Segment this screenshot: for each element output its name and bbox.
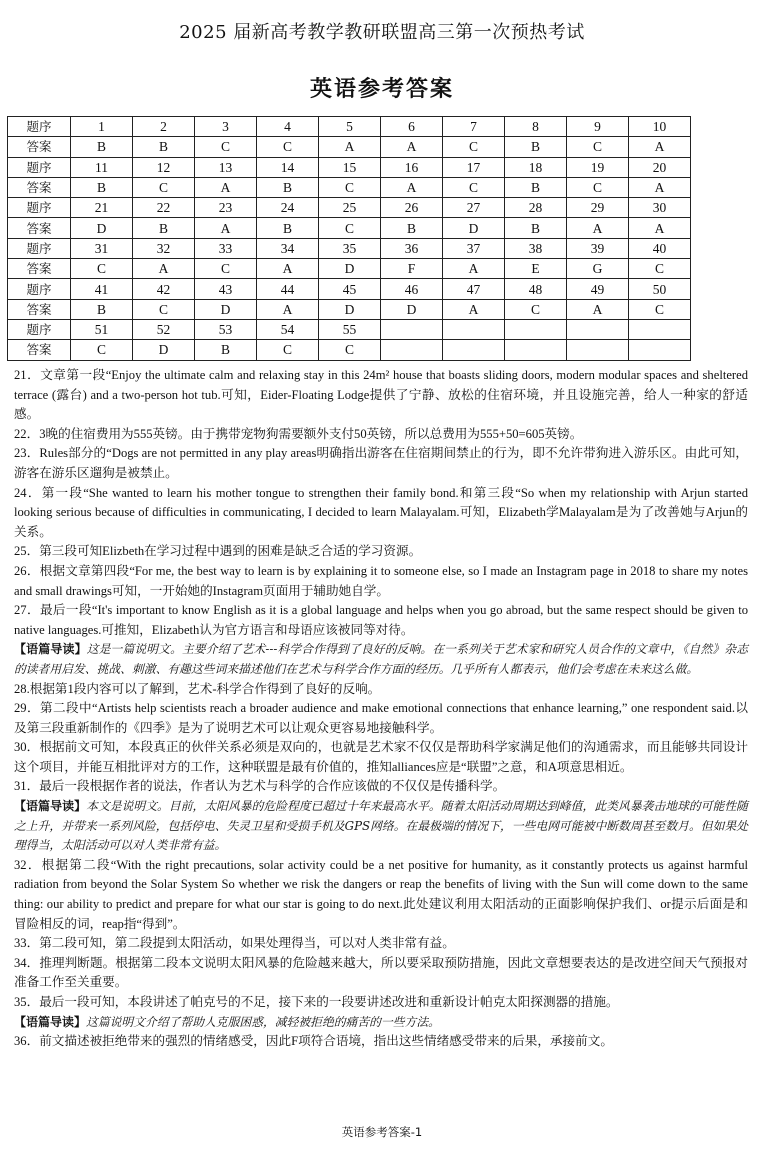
question-number-cell: 18 — [505, 157, 567, 177]
answer-cell: B — [381, 218, 443, 238]
question-number-cell: 26 — [381, 198, 443, 218]
question-number-cell: 42 — [133, 279, 195, 299]
answer-cell: A — [195, 177, 257, 197]
answer-cell: B — [257, 218, 319, 238]
answer-row — [8, 259, 691, 279]
answer-explanation: 32．根据第二段“With the right precautions, solar activity could be a net positive for humanity, as it constantly protects us against harmful radiation from beyond the Solar System So whether we risk the dangers or reap the benefits of living with the Sun will come down to the same thing: our ability to predict and prepare for what our star is going to do next.此处建议利用太阳活动的正面影响保护我们、or提示后面是和冒险相反的词，reap指“得到”。 — [14, 857, 748, 931]
question-number-cell: 29 — [567, 198, 629, 218]
answer-cell: A — [381, 177, 443, 197]
answer-cell: C — [133, 177, 195, 197]
row-label-answer: 答案 — [8, 299, 71, 319]
answer-explanation: 25．第三段可知Elizbeth在学习过程中遇到的困难是缺乏合适的学习资源。 — [14, 544, 422, 559]
answer-cell: D — [319, 259, 381, 279]
row-label-question: 题序 — [8, 157, 71, 177]
row-label-answer: 答案 — [8, 218, 71, 238]
question-number-cell: 8 — [505, 117, 567, 137]
question-number-cell: 32 — [133, 238, 195, 258]
answer-cell: C — [443, 137, 505, 157]
answer-explanation: 29．第二段中“Artists help scientists reach a broader audience and make emotional connections that enhance learning,” one respondent said.以及第三段重新制作的《四季》是为了说明艺术可以让观众更容易地接触科学。 — [14, 701, 748, 735]
answer-cell: C — [71, 259, 133, 279]
answer-cell: B — [133, 137, 195, 157]
answer-explanation: 27．最后一段“It's important to know English as it is a global language and helps when you go abroad, but the same respect should be given to native languages.可推知，Elizabeth认为官方语言和母语应该被同等对待。 — [14, 603, 748, 637]
answer-explanation: 23．Rules部分的“Dogs are not permitted in any play areas明确指出游客在住宿期间禁止的行为，即不允许带狗进入游乐区。由此可知，游客在游乐区遛狗是被禁止。 — [14, 446, 748, 480]
answer-explanation: 28.根据第1段内容可以了解到，艺术-科学合作得到了良好的反响。 — [14, 681, 381, 696]
answer-explanation: 34．推理判断题。根据第二段本文说明太阳风暴的危险越来越大，所以要采取预防措施，因此文章想要表达的是改进空间天气预报对准备工作至关重要。 — [14, 955, 748, 990]
question-number-row — [8, 319, 691, 339]
answer-row — [8, 299, 691, 319]
question-number-cell: 34 — [257, 238, 319, 258]
answer-cell: B — [71, 299, 133, 319]
answer-explanation: 30．根据前文可知，本段真正的伙伴关系必须是双向的，也就是艺术家不仅仅是帮助科学家满足他们的沟通需求，而且能够共同设计这个项目，并能互相批评对方的工作，这种联盟是最有价值的，推知alliances应是“联盟”之意，和A项意思相近。 — [14, 740, 748, 774]
question-number-cell: 39 — [567, 238, 629, 258]
document-title: 2025 届新高考教学教研联盟高三第一次预热考试 — [179, 22, 585, 43]
question-number-cell: 20 — [629, 157, 691, 177]
question-number-cell: 36 — [381, 238, 443, 258]
question-number-cell: 14 — [257, 157, 319, 177]
answer-cell — [629, 340, 691, 360]
answer-cell: A — [443, 259, 505, 279]
answer-cell: B — [257, 177, 319, 197]
question-number-cell: 22 — [133, 198, 195, 218]
question-number-cell: 28 — [505, 198, 567, 218]
question-number-cell: 30 — [629, 198, 691, 218]
answer-cell: A — [133, 259, 195, 279]
answer-explanation: 31．最后一段根据作者的说法，作者认为艺术与科学的合作应该做的不仅仅是传播科学。 — [14, 779, 506, 794]
answer-cell: C — [505, 299, 567, 319]
answer-cell: A — [629, 137, 691, 157]
answer-cell: B — [505, 177, 567, 197]
answer-cell — [505, 340, 567, 360]
answer-cell: C — [195, 259, 257, 279]
answer-cell: A — [629, 218, 691, 238]
row-label-question: 题序 — [8, 117, 71, 137]
answer-explanation: 22．3晚的住宿费用为555英镑。由于携带宠物狗需要额外支付50英镑，所以总费用为555+50=605英镑。 — [14, 426, 583, 441]
question-number-cell: 46 — [381, 279, 443, 299]
question-number-cell — [567, 319, 629, 339]
answer-table — [7, 116, 691, 361]
answer-cell: F — [381, 259, 443, 279]
question-number-cell: 17 — [443, 157, 505, 177]
row-label-answer: 答案 — [8, 259, 71, 279]
answer-cell: E — [505, 259, 567, 279]
answer-cell: C — [629, 259, 691, 279]
question-number-cell: 43 — [195, 279, 257, 299]
question-number-row — [8, 238, 691, 258]
answer-cell: B — [71, 137, 133, 157]
row-label-question: 题序 — [8, 238, 71, 258]
passage-guide-paragraph — [14, 1013, 748, 1033]
answer-cell: A — [629, 177, 691, 197]
answer-explanation: 26．根据文章第四段“For me, the best way to learn is by explaining it to someone else, so I made an Instagram page in 2018 to share my notes and small drawings可知，一开始她的Instagram页面用于辅助她自学。 — [14, 563, 748, 598]
answer-cell: C — [133, 299, 195, 319]
question-number-cell: 13 — [195, 157, 257, 177]
question-number-cell: 27 — [443, 198, 505, 218]
answer-row — [8, 177, 691, 197]
document-subtitle: 英语参考答案 — [309, 76, 454, 102]
question-number-cell — [629, 319, 691, 339]
question-number-cell: 38 — [505, 238, 567, 258]
answer-cell: B — [71, 177, 133, 197]
answer-cell: C — [567, 177, 629, 197]
question-number-cell: 55 — [319, 319, 381, 339]
answer-cell: A — [319, 137, 381, 157]
question-number-cell: 41 — [71, 279, 133, 299]
question-number-cell: 47 — [443, 279, 505, 299]
question-number-cell: 9 — [567, 117, 629, 137]
question-number-cell: 24 — [257, 198, 319, 218]
question-number-row — [8, 198, 691, 218]
passage-guide-tag: 【语篇导读】 — [14, 642, 87, 657]
question-number-cell — [381, 319, 443, 339]
answer-cell: C — [629, 299, 691, 319]
question-number-cell: 40 — [629, 238, 691, 258]
answer-cell: B — [505, 137, 567, 157]
passage-guide-tag: 【语篇导读】 — [14, 1014, 87, 1029]
question-number-cell: 51 — [71, 319, 133, 339]
question-number-cell — [443, 319, 505, 339]
passage-guide-text: 本文是说明文。目前，太阳风暴的危险程度已超过十年来最高水平。随着太阳活动周期达到峰值，此类风暴袭击地球的可能性随之上升，并带来一系列风险，包括停电、失灵卫星和受损手机及GPS网络。在最极端的情况下，一些电网可能被中断数周甚至数月。但如果处理得当，太阳活动可以对人类非常有益。 — [14, 799, 748, 853]
question-number-cell: 3 — [195, 117, 257, 137]
passage-guide-paragraph — [14, 797, 748, 856]
answer-explanation: 33．第二段可知，第二段提到太阳活动，如果处理得当，可以对人类非常有益。 — [14, 936, 455, 951]
answer-row — [8, 137, 691, 157]
question-number-cell: 10 — [629, 117, 691, 137]
answer-cell: B — [505, 218, 567, 238]
answer-cell: A — [443, 299, 505, 319]
question-number-row — [8, 157, 691, 177]
answer-cell: A — [195, 218, 257, 238]
answer-cell: A — [567, 218, 629, 238]
question-number-cell: 7 — [443, 117, 505, 137]
answer-explanation: 21．文章第一段“Enjoy the ultimate calm and relaxing stay in this 24m² house that boasts sliding doors, modern modular spaces and sheltered terrace (露台) and a two-person hot tub.可知，Eider-Floating Lodge提供了宁静、放松的住宿环境，并且设施完善，给人一种家的舒适感。 — [14, 368, 748, 422]
question-number-cell: 49 — [567, 279, 629, 299]
question-number-cell: 48 — [505, 279, 567, 299]
explanations-section — [14, 366, 748, 1052]
question-number-cell: 1 — [71, 117, 133, 137]
question-number-cell: 21 — [71, 198, 133, 218]
answer-explanation: 36．前文描述被拒绝带来的强烈的情绪感受，因此F项符合语境，指出这些情绪感受带来的后果，承接前文。 — [14, 1034, 613, 1049]
answer-cell: A — [567, 299, 629, 319]
answer-cell: C — [71, 340, 133, 360]
answer-cell: D — [71, 218, 133, 238]
question-number-cell: 33 — [195, 238, 257, 258]
question-number-cell: 4 — [257, 117, 319, 137]
answer-cell: A — [257, 259, 319, 279]
answer-explanation: 24．第一段“She wanted to learn his mother tongue to strengthen their family bond.和第三段“So when my relationship with Arjun started looking serious because of difficulties in communicating, I decided to learn Malayalam.可知，Elizabeth学Malayalam是为了改善她与Arjun的关系。 — [14, 485, 748, 539]
answer-cell: B — [133, 218, 195, 238]
answer-cell: C — [319, 340, 381, 360]
question-number-cell: 45 — [319, 279, 381, 299]
answer-cell: A — [381, 137, 443, 157]
question-number-cell: 23 — [195, 198, 257, 218]
question-number-cell — [505, 319, 567, 339]
answer-cell: G — [567, 259, 629, 279]
answer-cell: C — [257, 340, 319, 360]
question-number-cell: 11 — [71, 157, 133, 177]
question-number-cell: 35 — [319, 238, 381, 258]
answer-cell: D — [381, 299, 443, 319]
answer-cell: D — [443, 218, 505, 238]
question-number-cell: 16 — [381, 157, 443, 177]
question-number-cell: 50 — [629, 279, 691, 299]
answer-row — [8, 218, 691, 238]
question-number-cell: 25 — [319, 198, 381, 218]
row-label-answer: 答案 — [8, 340, 71, 360]
answer-cell — [443, 340, 505, 360]
answer-cell: C — [195, 137, 257, 157]
answer-cell — [567, 340, 629, 360]
question-number-cell: 12 — [133, 157, 195, 177]
question-number-cell: 19 — [567, 157, 629, 177]
page-footer: 英语参考答案-1 — [341, 1125, 423, 1139]
question-number-cell: 53 — [195, 319, 257, 339]
row-label-answer: 答案 — [8, 137, 71, 157]
question-number-row — [8, 117, 691, 137]
answer-explanation: 35．最后一段可知，本段讲述了帕克号的不足，接下来的一段要讲述改进和重新设计帕克太阳探测器的措施。 — [14, 995, 619, 1009]
answer-cell: D — [133, 340, 195, 360]
question-number-cell: 2 — [133, 117, 195, 137]
row-label-question: 题序 — [8, 198, 71, 218]
question-number-cell: 37 — [443, 238, 505, 258]
passage-guide-text: 这是一篇说明文。主要介绍了艺术---科学合作得到了良好的反响。在一系列关于艺术家和研究人员合作的文章中，《自然》杂志的读者用启发、挑战、刺激、有趣这些词来描述他们在艺术与科学合作方面的经历。几乎所有人都表示，他们会考虑在未来这么做。 — [14, 642, 748, 676]
answer-cell: C — [443, 177, 505, 197]
question-number-cell: 54 — [257, 319, 319, 339]
question-number-cell: 5 — [319, 117, 381, 137]
passage-guide-paragraph — [14, 640, 748, 679]
answer-cell: D — [195, 299, 257, 319]
question-number-cell: 52 — [133, 319, 195, 339]
answer-cell: C — [567, 137, 629, 157]
passage-guide-text: 这篇说明文介绍了帮助人克服困惑，减轻被拒绝的痛苦的一些方法。 — [86, 1014, 440, 1029]
answer-cell: D — [319, 299, 381, 319]
answer-cell: C — [319, 218, 381, 238]
question-number-cell: 44 — [257, 279, 319, 299]
answer-cell: A — [257, 299, 319, 319]
row-label-question: 题序 — [8, 319, 71, 339]
answer-cell: C — [319, 177, 381, 197]
row-label-answer: 答案 — [8, 177, 71, 197]
answer-cell: B — [195, 340, 257, 360]
answer-cell: C — [257, 137, 319, 157]
answer-cell — [381, 340, 443, 360]
question-number-row — [8, 279, 691, 299]
question-number-cell: 31 — [71, 238, 133, 258]
question-number-cell: 15 — [319, 157, 381, 177]
row-label-question: 题序 — [8, 279, 71, 299]
passage-guide-tag: 【语篇导读】 — [14, 799, 87, 814]
question-number-cell: 6 — [381, 117, 443, 137]
answer-row — [8, 340, 691, 360]
